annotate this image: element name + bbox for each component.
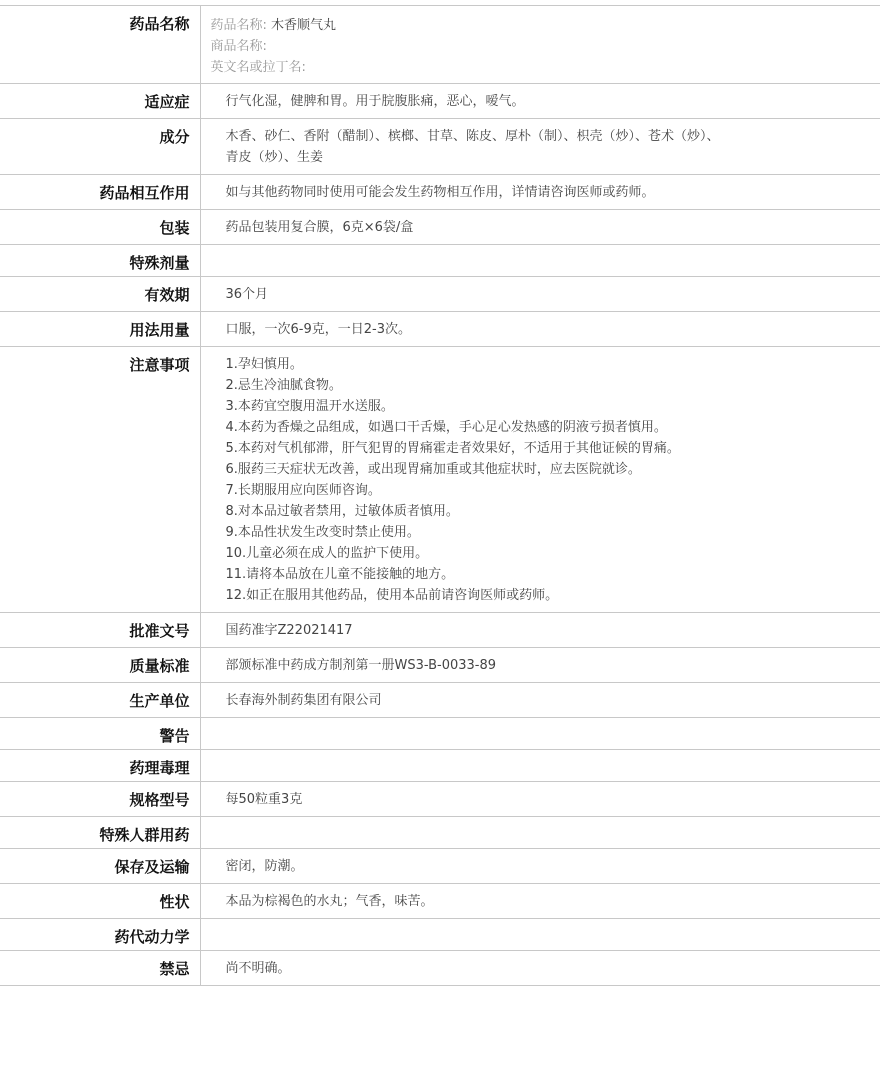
standard-value: 部颁标准中药成方制剂第一册WS3-B-0033-89 [225,658,497,673]
description-value: 本品为棕褐色的水丸；气香，味苦。 [225,894,434,909]
interaction-value: 如与其他药物同时使用可能会发生药物相互作用，详情请咨询医师或药师。 [225,185,655,200]
row-label: 警告 [0,718,200,750]
row-manufacturer [0,683,880,718]
pharmacokinetics-value [200,919,880,951]
row-pharmacokinetics [0,919,880,951]
row-package [0,210,880,245]
row-standard [0,648,880,683]
row-contraindications [0,951,880,986]
contraindications-value: 尚不明确。 [225,961,291,976]
ingredients-line: 青皮（炒）、生姜 [225,150,324,165]
row-description [0,884,880,919]
row-toxicology [0,750,880,782]
manufacturer-value: 长春海外制药集团有限公司 [225,693,382,708]
row-label: 药品名称 [0,6,200,84]
row-warning [0,718,880,750]
precaution-item: 2.忌生冷油腻食物。 [225,378,342,393]
row-approval [0,613,880,648]
precaution-item: 6.服药三天症状无改善，或出现胃痛加重或其他症状时，应去医院就诊。 [225,462,641,477]
special-population-value [200,817,880,849]
row-drug-name [0,6,880,84]
drug-name-block [200,6,880,84]
row-label: 药品相互作用 [0,175,200,210]
usage-value: 口服，一次6-9克，一日2-3次。 [225,322,411,337]
ingredients-value [200,119,880,175]
row-expiry [0,277,880,312]
row-special-dose [0,245,880,277]
row-precautions [0,347,880,613]
row-label: 性状 [0,884,200,919]
precaution-item: 5.本药对气机郁滞，肝气犯胃的胃痛霍走者效果好，不适用于其他证候的胃痛。 [225,441,680,456]
row-special-population [0,817,880,849]
row-label: 注意事项 [0,347,200,613]
row-storage [0,849,880,884]
precautions-list [200,347,880,613]
row-label: 质量标准 [0,648,200,683]
precaution-item: 8.对本品过敏者禁用，过敏体质者慎用。 [225,504,459,519]
row-label: 禁忌 [0,951,200,986]
package-value: 药品包装用复合膜，6克×6袋/盒 [225,220,414,235]
precaution-item: 7.长期服用应向医师咨询。 [225,483,381,498]
precaution-item: 10.儿童必须在成人的监护下使用。 [225,546,429,561]
warning-value [200,718,880,750]
precaution-item: 1.孕妇慎用。 [225,357,303,372]
row-label: 适应症 [0,84,200,119]
row-label: 规格型号 [0,782,200,817]
row-label: 有效期 [0,277,200,312]
row-indication [0,84,880,119]
row-interaction [0,175,880,210]
drug-spec-table [0,5,880,986]
ingredients-line: 木香、砂仁、香附（醋制）、槟榔、甘草、陈皮、厚朴（制）、枳壳（炒）、苍术（炒）、 [225,129,720,144]
english-name-line [211,57,871,78]
row-ingredients [0,119,880,175]
row-label: 用法用量 [0,312,200,347]
precaution-item: 9.本品性状发生改变时禁止使用。 [225,525,420,540]
row-label: 成分 [0,119,200,175]
precaution-item: 12.如正在服用其他药品，使用本品前请咨询医师或药师。 [225,588,559,603]
row-label: 药代动力学 [0,919,200,951]
row-label: 生产单位 [0,683,200,718]
row-usage [0,312,880,347]
row-label: 批准文号 [0,613,200,648]
expiry-value: 36个月 [225,287,269,302]
row-label: 保存及运输 [0,849,200,884]
row-label: 药理毒理 [0,750,200,782]
generic-name-line [211,15,871,36]
precaution-item: 4.本药为香燥之品组成，如遇口干舌燥，手心足心发热感的阴液亏损者慎用。 [225,420,667,435]
row-label: 包装 [0,210,200,245]
approval-value: 国药准字Z22021417 [225,623,353,638]
generic-name-value: 木香顺气丸 [271,18,337,33]
indication-value: 行气化湿，健脾和胃。用于脘腹胀痛，恶心，嗳气。 [225,94,525,109]
trade-name-key: 商品名称: [210,39,267,54]
row-label: 特殊人群用药 [0,817,200,849]
generic-name-key: 药品名称: [210,18,267,33]
row-spec [0,782,880,817]
english-name-key: 英文名或拉丁名: [210,60,306,75]
trade-name-line [211,36,871,57]
precaution-item: 3.本药宜空腹用温开水送服。 [225,399,394,414]
storage-value: 密闭，防潮。 [225,859,304,874]
special-dose-value [200,245,880,277]
row-label: 特殊剂量 [0,245,200,277]
toxicology-value [200,750,880,782]
spec-value: 每50粒重3克 [225,792,303,807]
precaution-item: 11.请将本品放在儿童不能接触的地方。 [225,567,455,582]
